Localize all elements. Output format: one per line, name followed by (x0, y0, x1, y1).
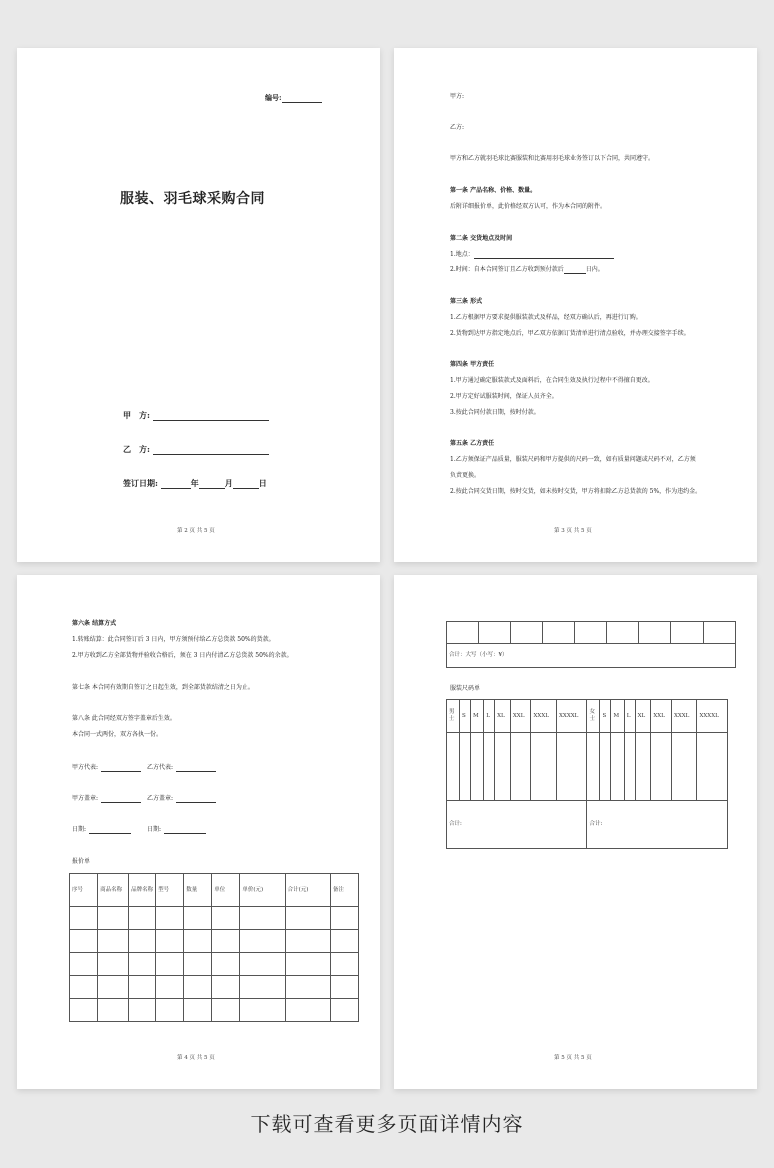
section-6-line-1: 1.转账结算：此合同签订后 3 日内，甲方须预付给乙方总货款 50%的货款。 (72, 636, 275, 643)
quote-table (69, 873, 359, 1022)
quote-row (70, 976, 359, 999)
month-label: 月 (224, 478, 233, 488)
size-chart-title: 服装尺码单 (450, 685, 481, 692)
date-a-label: 日期: (72, 826, 87, 833)
section-3-line-2: 2.货物到达甲方指定地点后，甲乙双方依据订货清单进行清点验收，并办理交接签字手续。 (450, 330, 690, 337)
section-8: 第八条 此合同经双方签字盖章后生效。 (72, 715, 176, 722)
party-b-field (123, 444, 269, 455)
date-a-blank (89, 827, 131, 834)
number-blank (282, 94, 322, 103)
party-a-rep-label: 甲方代表: (72, 764, 99, 771)
page-footer: 第 4 页 共 5 页 (177, 1055, 215, 1061)
intro-text: 甲方和乙方就羽毛球比赛服装和比赛用羽毛球业务签订以下合同，共同遵守。 (450, 155, 655, 162)
month-blank (199, 478, 225, 489)
section-4-line-3: 3.按此合同付款日期，按时付款。 (450, 409, 540, 416)
section-5-title: 第五条 乙方责任 (450, 440, 495, 447)
settlement-page (17, 575, 380, 1089)
party-a-seal (72, 795, 141, 803)
section-5-line-1b: 负责更换。 (450, 472, 481, 479)
quote-header-cell: 商品名称 (98, 874, 129, 907)
section-4-title: 第四条 甲方责任 (450, 361, 495, 368)
quote-row (70, 999, 359, 1022)
section-1-line-1: 后附详细报价单，此价格经双方认可，作为本合同的附件。 (450, 203, 607, 210)
contract-terms-page (394, 48, 757, 562)
total-top-row (447, 622, 736, 644)
page-footer: 第 5 页 共 5 页 (554, 1055, 592, 1061)
quote-header-cell: 数量 (184, 874, 212, 907)
section-2-title: 第二条 交货地点及时间 (450, 235, 513, 242)
size-header-cell: XL (635, 700, 651, 733)
size-header-cell: XXXL (531, 700, 557, 733)
quote-header-row (70, 874, 359, 907)
date-b (147, 826, 206, 834)
quote-row (70, 953, 359, 976)
section-6-title: 第六条 结算方式 (72, 620, 117, 627)
quote-header-cell: 型号 (156, 874, 184, 907)
sign-date-field (123, 478, 267, 489)
total-amount-label: 合计：大写（小写：¥） (447, 644, 736, 668)
download-caption: 下载可查看更多页面详情内容 (250, 1112, 524, 1136)
quote-header-cell: 备注 (330, 874, 358, 907)
days-blank (564, 267, 586, 274)
party-a-blank (153, 410, 269, 421)
male-header: 男士 (447, 700, 460, 733)
days-suffix: 日内。 (585, 266, 604, 273)
quote-title: 报价单 (72, 858, 91, 865)
size-header-cell: S (460, 700, 471, 733)
year-label: 年 (190, 478, 199, 488)
page-footer: 第 2 页 共 5 页 (177, 528, 215, 534)
size-header-cell: L (484, 700, 495, 733)
delivery-time-text: 2.时间：自本合同签订且乙方收到预付款后 (450, 266, 564, 273)
section-7: 第七条 本合同有效期自签订之日起生效，到全部货款结清之日为止。 (72, 684, 254, 691)
quote-header-cell: 序号 (70, 874, 98, 907)
party-b-line: 乙方: (450, 124, 465, 131)
party-a-rep (72, 764, 141, 772)
section-6-line-2: 2.甲方收到乙方全部货物并验收合格后，须在 3 日内付清乙方总货款 50%的余款。 (72, 652, 293, 659)
section-4-line-1: 1.甲方通过确定服装款式及面料后，在合同生效及执行过程中不得擅自更改。 (450, 377, 654, 384)
location-blank (474, 252, 614, 259)
quote-header-cell: 品牌名称 (129, 874, 156, 907)
section-3-line-1: 1.乙方根据甲方要求提供服装款式及样品，经双方确认后，再进行订购。 (450, 314, 642, 321)
section-3-title: 第三条 形式 (450, 298, 483, 305)
contract-title: 服装、羽毛球采购合同 (120, 191, 265, 207)
year-blank (161, 478, 191, 489)
quote-header-cell: 单价(元) (240, 874, 285, 907)
party-b-rep-blank (176, 765, 216, 772)
contract-cover-page (17, 48, 380, 562)
party-b-seal (147, 795, 216, 803)
party-b-label: 乙 方: (123, 444, 150, 454)
size-chart-page (394, 575, 757, 1089)
section-2-line-1 (450, 251, 614, 259)
party-a-seal-blank (101, 796, 141, 803)
page-footer: 第 3 页 共 5 页 (554, 528, 592, 534)
size-header-cell: M (611, 700, 624, 733)
number-label: 编号: (265, 93, 282, 102)
day-label: 日 (258, 478, 267, 488)
section-5-line-1: 1.乙方须保证产品质量，服装尺码和甲方提供的尺码一致，如有质量问题或尺码不对，乙方须 (450, 456, 696, 463)
female-header: 女士 (587, 700, 600, 733)
party-b-seal-blank (176, 796, 216, 803)
contract-number (265, 93, 322, 103)
section-1-title: 第一条 产品名称、价格、数量。 (450, 187, 537, 194)
size-header-cell: XXXXL (557, 700, 587, 733)
day-blank (233, 478, 259, 489)
female-sum-label: 合计: (587, 801, 728, 849)
party-a-label: 甲 方: (123, 410, 150, 420)
section-4-line-2: 2.甲方定好试服装时间，保证人员齐全。 (450, 393, 558, 400)
sign-date-label: 签订日期: (123, 478, 158, 488)
section-2-line-2 (450, 266, 604, 274)
party-b-seal-label: 乙方盖章: (147, 795, 174, 802)
size-header-cell: XXXL (671, 700, 697, 733)
size-data-row (447, 733, 728, 801)
party-a-rep-blank (101, 765, 141, 772)
size-header-cell: XXL (651, 700, 672, 733)
date-a (72, 826, 131, 834)
size-header-cell: XL (495, 700, 511, 733)
party-a-field (123, 410, 269, 421)
quote-header-cell: 单位 (212, 874, 240, 907)
size-header-cell: XXL (510, 700, 531, 733)
section-5-line-2: 2.按此合同交货日期，按时交货，如未按时交货，甲方将扣除乙方总货款的 5%，作为违约金。 (450, 488, 702, 495)
party-b-blank (153, 444, 269, 455)
quote-row (70, 930, 359, 953)
party-b-rep-label: 乙方代表: (147, 764, 174, 771)
size-chart-table (446, 699, 728, 849)
party-b-rep (147, 764, 216, 772)
quote-header-cell: 合计(元) (285, 874, 330, 907)
size-sum-row (447, 801, 728, 849)
male-sum-label: 合计: (447, 801, 587, 849)
date-b-blank (164, 827, 206, 834)
size-header-cell: XXXXL (697, 700, 728, 733)
size-header-row (447, 700, 728, 733)
party-a-line: 甲方: (450, 93, 465, 100)
size-header-cell: L (624, 700, 635, 733)
copies-text: 本合同一式两份，双方各执一份。 (72, 731, 163, 738)
party-a-seal-label: 甲方盖章: (72, 795, 99, 802)
date-b-label: 日期: (147, 826, 162, 833)
quote-row (70, 907, 359, 930)
total-table (446, 621, 736, 668)
location-label: 1.地点： (450, 251, 474, 258)
total-amount-row (447, 644, 736, 668)
size-header-cell: S (600, 700, 611, 733)
size-header-cell: M (470, 700, 483, 733)
